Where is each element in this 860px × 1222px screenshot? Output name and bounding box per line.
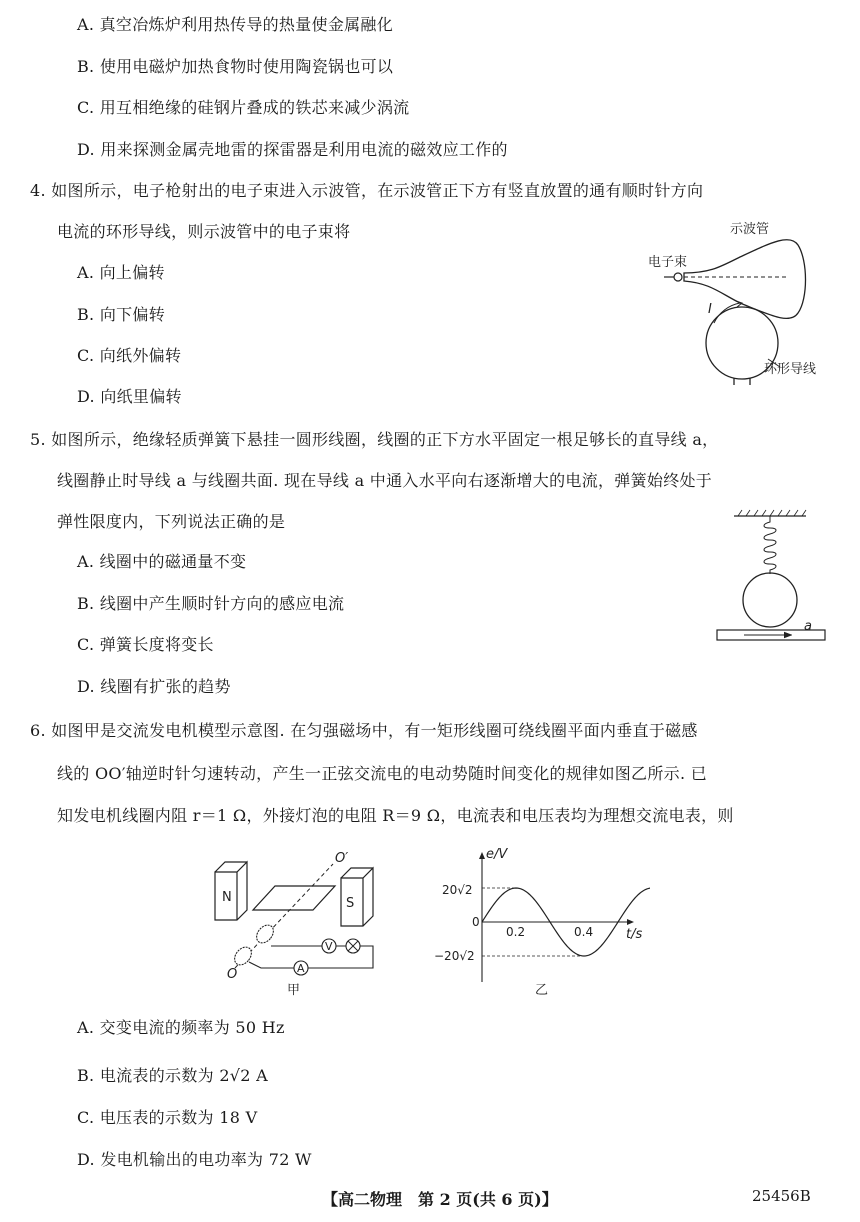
label-oprime: O′ [335,851,349,866]
q6-generator-figure [205,850,395,998]
wire-arrow-head [784,632,792,638]
q5-label-wire: a [804,619,812,634]
q5-spring-coil-figure [712,508,832,648]
caption-yi: 乙 [535,983,549,998]
label-voltmeter: V [325,940,333,953]
q6-stem-line1: 6. 如图甲是交流发电机模型示意图. 在匀强磁场中，有一矩形线圈可绕线圈平面内垂直于磁感 [30,721,698,740]
slip-ring-1 [231,944,255,968]
chart-xtick-2: 0.4 [574,925,594,939]
q6-option-c: C. 电压表的示数为 18 V [77,1108,258,1127]
q3-option-b: B. 使用电磁炉加热食物时使用陶瓷锅也可以 [77,57,394,76]
q3-option-d: D. 用来探测金属壳地雷的探雷器是利用电流的磁效应工作的 [77,140,508,159]
q6-emf-chart [420,842,650,1000]
q4-option-d: D. 向纸里偏转 [77,387,182,406]
chart-xlabel: t/s [626,927,643,942]
slip-ring-2 [253,922,277,946]
chart-xtick-1: 0.2 [506,925,526,939]
q3-option-a: A. 真空冶炼炉利用热传导的热量使金属融化 [77,15,394,34]
q4-oscilloscope-figure [640,215,840,390]
q4-option-c: C. 向纸外偏转 [77,346,182,365]
q4-stem-line1: 4. 如图所示，电子枪射出的电子束进入示波管，在示波管正下方有竖直放置的通有顺时针方向 [30,181,704,200]
footer-code: 25456B [752,1187,811,1205]
chart-origin-label: 0 [472,915,480,929]
q4-stem-line2: 电流的环形导线，则示波管中的电子束将 [57,222,351,241]
ceiling-hatch [738,510,806,516]
q5-stem-line2: 线圈静止时导线 a 与线圈共面. 现在导线 a 中通入水平向右逐渐增大的电流，弹簧始终处于 [57,471,713,490]
q6-option-a: A. 交变电流的频率为 50 Hz [77,1018,285,1037]
q4-label-current: I [708,302,712,317]
label-n: N [222,890,232,905]
circular-coil [743,573,797,627]
q3-option-c: C. 用互相绝缘的硅钢片叠成的铁芯来减少涡流 [77,98,410,117]
caption-jia: 甲 [287,983,301,998]
q4-label-beam: 电子束 [648,255,688,270]
q4-label-loop: 环形导线 [764,362,817,377]
chart-ylabel: e/V [486,847,508,862]
q6-option-b: B. 电流表的示数为 2√2 A [77,1066,269,1085]
q6-stem-line3: 知发电机线圈内阻 r＝1 Ω，外接灯泡的电阻 R＝9 Ω，电流表和电压表均为理想交流电表，则 [57,806,734,825]
q4-option-a: A. 向上偏转 [77,263,165,282]
q5-stem-line3: 弹性限度内，下列说法正确的是 [57,512,286,531]
chart-y-axis-arrow [479,852,485,859]
q4-option-b: B. 向下偏转 [77,305,166,324]
q6-stem-line2: 线的 OO′轴逆时针匀速转动，产生一正弦交流电的电动势随时间变化的规律如图乙所示. 已 [57,764,708,783]
q5-option-a: A. 线圈中的磁通量不变 [77,552,247,571]
q5-option-c: C. 弹簧长度将变长 [77,635,214,654]
q4-label-tube: 示波管 [730,222,770,237]
chart-ytick-bottom: −20√2 [434,949,475,963]
q5-option-d: D. 线圈有扩张的趋势 [77,677,231,696]
rect-coil [253,886,335,910]
chart-ytick-top: 20√2 [442,883,473,897]
chart-x-axis-arrow [627,919,634,925]
q6-option-d: D. 发电机输出的电功率为 72 W [77,1150,312,1169]
loop-current-arrow [714,303,740,323]
label-o: O [227,967,238,982]
footer-title: 【高二物理 第 2 页(共 6 页)】 [322,1190,558,1209]
lamp-icon [346,939,360,953]
electron-gun [674,273,682,281]
label-ammeter: A [297,962,305,975]
spring [764,516,776,574]
q5-stem-line1: 5. 如图所示，绝缘轻质弹簧下悬挂一圆形线圈，线圈的正下方水平固定一根足够长的直导线 a， [30,430,719,449]
q5-option-b: B. 线圈中产生顺时针方向的感应电流 [77,594,345,613]
label-s: S [346,896,355,911]
